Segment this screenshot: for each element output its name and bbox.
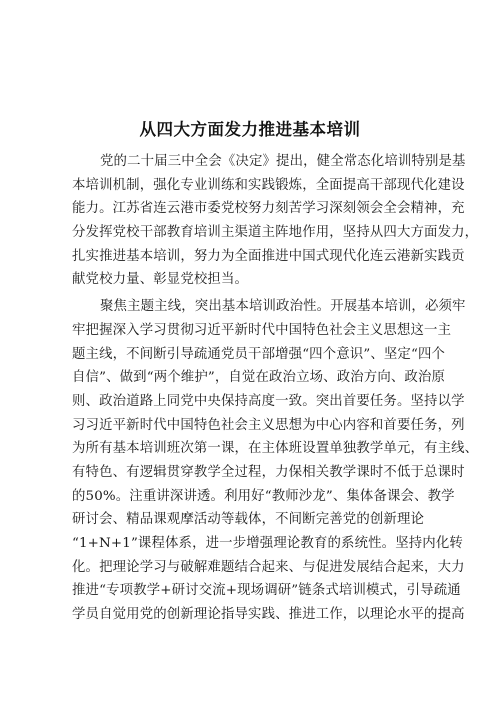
document-title: 从四大方面发力推进基本培训 [139, 120, 361, 139]
paragraph-line: 化。把理论学习与破解难题结合起来、与促进发展结合起来，大力 [72, 559, 465, 575]
paragraph-line: 的50%。注重讲深讲透。利用好“教师沙龙”、集体备课会、教学 [72, 488, 455, 504]
paragraph-line: 习习近平新时代中国特色社会主义思想为中心内容和首要任务，列 [72, 417, 465, 433]
paragraph-line: 推进“专项教学+研讨交流+现场调研”链条式培训模式，引导疏通 [72, 583, 461, 599]
paragraph-line: 本培训机制，强化专业训练和实践锻炼，全面提高干部现代化建设 [72, 177, 465, 193]
paragraph-line: 聚焦主题主线，突出基本培训政治性。开展基本培训，必须牢 [100, 299, 466, 315]
paragraph-line: 分发挥党校干部教育培训主渠道主阵地作用，坚持从四大方面发力， [72, 225, 479, 241]
paragraph-line: 自信”、做到“两个维护”，自觉在政治立场、政治方向、政治原 [72, 370, 446, 386]
paragraph-line: 则、政治道路上同党中央保持高度一致。突出首要任务。坚持以学 [72, 393, 465, 409]
paragraph-line: 为所有基本培训班次第一课，在主体班设置单独教学单元，有主线、 [72, 441, 479, 457]
paragraph-line: 党的二十届三中全会《决定》提出，健全常态化培训特别是基 [100, 154, 466, 169]
paragraph-line: 献党校力量、彰显党校担当。 [72, 272, 249, 288]
paragraph-line: 能力。江苏省连云港市委党校努力刻苦学习深刻领会全会精神，充 [72, 201, 465, 217]
paragraph-line: 题主线，不间断引导疏通党员干部增强“四个意识”、坚定“四个 [72, 346, 446, 362]
paragraph-line: 学员自觉用党的创新理论指导实践、推进工作，以理论水平的提高 [72, 607, 465, 623]
paragraph-line: 牢把握深入学习贯彻习近平新时代中国特色社会主义思想这一主 [72, 322, 452, 338]
document-body [72, 150, 479, 627]
paragraph-line: “1+N+1”课程体系，进一步增强理论教育的系统性。坚持内化转 [72, 536, 463, 551]
paragraph-line: 研讨会、精品课观摩活动等载体，不间断完善党的创新理论 [72, 512, 425, 528]
paragraph-line: 有特色、有逻辑贯穿教学全过程，力保相关教学课时不低于总课时 [72, 464, 465, 480]
paragraph-line: 扎实推进基本培训，努力为全面推进中国式现代化连云港新实践贡 [72, 248, 465, 264]
